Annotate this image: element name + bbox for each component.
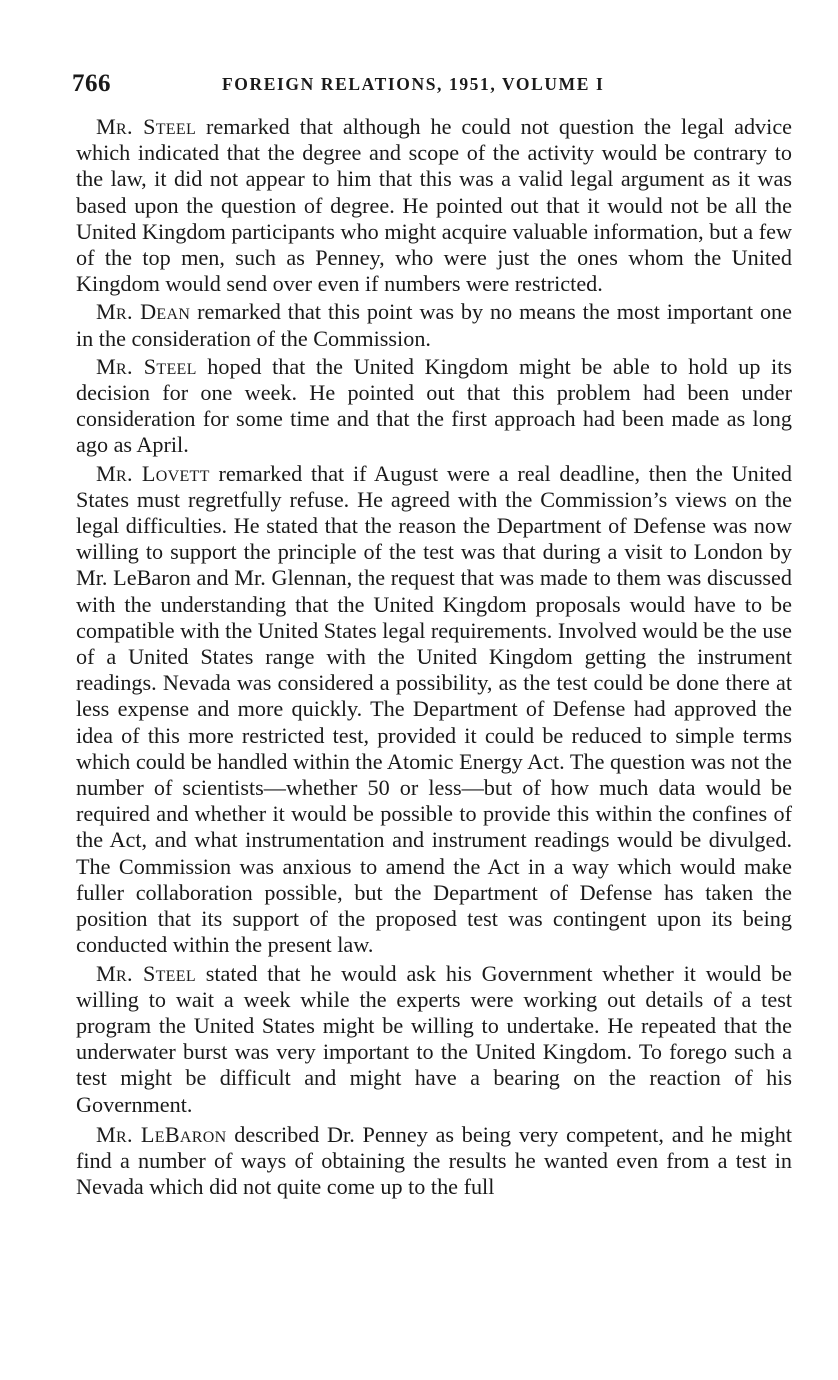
speaker-name: Mr. Steel	[96, 960, 196, 986]
paragraph	[76, 961, 792, 1118]
speaker-name: Mr. Dean	[96, 299, 191, 325]
paragraph-text: stated that he would ask his Government whether it would be willing to wait a week while the experts were working out details of a test program the United States might be willing to undertake. He repeated that the underwater burst was very important to the United Kingdom. To forego such a test might be difficult and might have a bearing on the reaction of his Government.	[76, 960, 792, 1117]
page-header	[72, 70, 792, 104]
paragraph	[76, 299, 792, 351]
paragraph-text: remarked that if August were a real deadline, then the United States must regretfully refuse. He agreed with the Commission’s views on the legal difficulties. He stated that the reason the Department of Defense was now willing to support the principle of the test was that during a visit to London by Mr. LeBaron and Mr. Glennan, the request that was made to them was discussed with the understanding that the United Kingdom proposals would have to be compatible with the United States legal requirements. Involved would be the use of a United States range with the United Kingdom getting the instrument readings. Nevada was considered a possibility, as the test could be done there at less expense and more quickly. The Department of Defense had approved the idea of this more restricted test, provided it could be reduced to simple terms which could be handled within the Atomic Energy Act. The question was not the number of scientists—whether 50 or less—but of how much data would be required and whether it would be possible to provide this within the confines of the Act, and what instrumentation and instrument readings would be divulged. The Commission was anxious to amend the Act in a way which would make fuller collaboration possible, but the Department of Defense has taken the position that its support of the proposed test was contingent upon its being conducted within the present law.	[76, 460, 792, 958]
speaker-name: Mr. Steel	[96, 114, 197, 139]
body-text	[76, 114, 792, 1200]
speaker-name: Mr. Steel	[96, 353, 197, 379]
paragraph-text: remarked that although he could not question the legal advice which indicated that the degree and scope of the activity would be contrary to the law, it did not appear to him that this was a valid legal argument as it was based upon the question of degree. He pointed out that it would not be all the United Kingdom participants who might acquire valuable information, but a few of the top men, such as Penney, who were just the ones whom the United Kingdom would send over even if numbers were restricted.	[76, 114, 793, 297]
speaker-name: Mr. Lovett	[96, 460, 210, 486]
paragraph	[76, 114, 792, 297]
page-number: 766	[72, 70, 111, 97]
speaker-name: Mr. LeBaron	[96, 1121, 227, 1147]
running-head: FOREIGN RELATIONS, 1951, VOLUME I	[222, 74, 605, 94]
paragraph	[76, 1122, 792, 1201]
paragraph-text: remarked that this point was by no means the most important one in the consideration of the Commission.	[76, 299, 792, 351]
paragraph-text: hoped that the United Kingdom might be able to hold up its decision for one week. He pointed out that this problem had been under consideration for some time and that the first approach had been made as long ago as April.	[76, 353, 792, 458]
paragraph	[76, 461, 792, 959]
paragraph-text: described Dr. Penney as being very competent, and he might find a number of ways of obtaining the results he wanted even from a test in Nevada which did not quite come up to the full	[76, 1121, 792, 1200]
paragraph	[76, 354, 792, 459]
